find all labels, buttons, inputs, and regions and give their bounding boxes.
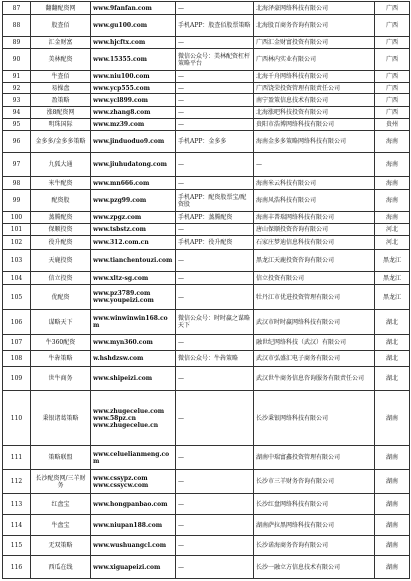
cell-operating-company: 北海千舟网络科技有限公司: [254, 71, 375, 83]
cell-website: www.celuelianmeng.com: [91, 446, 176, 470]
cell-operating-company: 武汉世牛商务信息咨询服务有限责任公司: [254, 367, 375, 391]
cell-app-or-wechat: —: [176, 94, 254, 107]
cell-website: www.pz3789.com www.youpeizi.com: [91, 285, 176, 310]
cell-province: 海南: [375, 131, 410, 153]
table-row: [3, 236, 410, 250]
cell-province: 湖北: [375, 335, 410, 351]
cell-operating-company: 石家庄梦迪信息科技有限公司: [254, 236, 375, 250]
cell-website: www.tianchentouzi.com: [91, 250, 176, 272]
cell-website: www.9fanfan.com: [91, 2, 176, 15]
cell-operating-company: 黑龙江天鹿投资咨询有限公司: [254, 250, 375, 272]
table-row: [3, 71, 410, 83]
cell-operating-company: 海南丰普瑞网络科技有限公司: [254, 212, 375, 224]
cell-number: 109: [3, 367, 31, 391]
cell-platform-name: 世牛商务: [31, 367, 91, 391]
cell-number: 112: [3, 470, 31, 494]
cell-app-or-wechat: —: [176, 2, 254, 15]
cell-website: www.mn666.com: [91, 177, 176, 190]
cell-province: 广西: [375, 71, 410, 83]
cell-province: 黑龙江: [375, 250, 410, 272]
cell-province: 湖南: [375, 446, 410, 470]
cell-website: www.ycp555.com: [91, 83, 176, 94]
table-row: [3, 190, 410, 212]
cell-number: 108: [3, 351, 31, 367]
cell-platform-name: 股查佰: [31, 15, 91, 37]
cell-number: 110: [3, 391, 31, 446]
table-row: [3, 107, 410, 119]
cell-operating-company: 武汉市时时赢网络科技有限公司: [254, 310, 375, 335]
cell-operating-company: 湖南中瑞富鑫投资管理有限公司: [254, 446, 375, 470]
cell-operating-company: 北海涨吧科技投资有限公司: [254, 107, 375, 119]
table-row: [3, 49, 410, 71]
cell-website: www.winwinwin168.com: [91, 310, 176, 335]
cell-website: www.ycl899.com: [91, 94, 176, 107]
cell-province: 河北: [375, 224, 410, 236]
cell-platform-name: 红盘宝: [31, 494, 91, 515]
cell-platform-name: 牛犇策略: [31, 351, 91, 367]
cell-app-or-wechat: 手机APP：股查佰股票策略: [176, 15, 254, 37]
cell-operating-company: 海南风浩科技有限公司: [254, 190, 375, 212]
table-row: [3, 15, 410, 37]
cell-number: 89: [3, 37, 31, 49]
cell-operating-company: 北海泽豪网络科技有限公司: [254, 2, 375, 15]
cell-platform-name: 天鹿投资: [31, 250, 91, 272]
cell-operating-company: 武汉市弘盛汇电子商务有限公司: [254, 351, 375, 367]
cell-number: 92: [3, 83, 31, 94]
cell-app-or-wechat: —: [176, 250, 254, 272]
cell-app-or-wechat: —: [176, 119, 254, 131]
cell-platform-name: 美林配资: [31, 49, 91, 71]
cell-province: 湖北: [375, 367, 410, 391]
cell-operating-company: 信立投资有限公司: [254, 272, 375, 285]
cell-number: 96: [3, 131, 31, 153]
cell-platform-name: 秉银诸葛策略: [31, 391, 91, 446]
cell-operating-company: 湖南萨拉黑网络科技有限公司: [254, 515, 375, 536]
cell-app-or-wechat: —: [176, 367, 254, 391]
cell-number: 103: [3, 250, 31, 272]
cell-number: 116: [3, 556, 31, 579]
cell-number: 111: [3, 446, 31, 470]
cell-operating-company: 广西汇金财富投资有限公司: [254, 37, 375, 49]
cell-app-or-wechat: —: [176, 272, 254, 285]
cell-website: www.pzg99.com: [91, 190, 176, 212]
cell-province: 湖南: [375, 556, 410, 579]
cell-app-or-wechat: 手机APP：金多多: [176, 131, 254, 153]
cell-website: www.zhang8.com: [91, 107, 176, 119]
cell-platform-name: 九狐大通: [31, 153, 91, 177]
cell-province: 湖南: [375, 494, 410, 515]
table-body: [3, 2, 410, 579]
cell-province: 黑龙江: [375, 272, 410, 285]
table-row: [3, 391, 410, 446]
cell-number: 90: [3, 49, 31, 71]
cell-app-or-wechat: —: [176, 153, 254, 177]
cell-platform-name: 蒸腾配资: [31, 212, 91, 224]
cell-province: 河北: [375, 236, 410, 250]
cell-website: www.wushuangcl.com: [91, 536, 176, 556]
cell-number: 93: [3, 94, 31, 107]
cell-app-or-wechat: 手机APP：配资股票宝/配资股: [176, 190, 254, 212]
cell-number: 115: [3, 536, 31, 556]
cell-number: 95: [3, 119, 31, 131]
cell-website: www.myn360.com: [91, 335, 176, 351]
cell-number: 99: [3, 190, 31, 212]
cell-operating-company: 牡丹江市优进投资管理有限公司: [254, 285, 375, 310]
cell-province: 湖北: [375, 351, 410, 367]
table-row: [3, 37, 410, 49]
cell-platform-name: 牛360配资: [31, 335, 91, 351]
cell-province: 广西: [375, 37, 410, 49]
cell-province: 湖南: [375, 470, 410, 494]
cell-number: 100: [3, 212, 31, 224]
cell-website: www.niupan188.com: [91, 515, 176, 536]
cell-operating-company: 广西饶荣投资管理有限责任公司: [254, 83, 375, 94]
table-row: [3, 470, 410, 494]
cell-app-or-wechat: 微信公众号：美林配资杠杆策略平台: [176, 49, 254, 71]
cell-operating-company: 海南米云科技有限公司: [254, 177, 375, 190]
cell-operating-company: 南宁盈策信息技术有限公司: [254, 94, 375, 107]
cell-number: 104: [3, 272, 31, 285]
cell-platform-name: 牛查佰: [31, 71, 91, 83]
cell-app-or-wechat: —: [176, 536, 254, 556]
cell-province: 贵州: [375, 119, 410, 131]
cell-number: 113: [3, 494, 31, 515]
cell-number: 94: [3, 107, 31, 119]
cell-number: 91: [3, 71, 31, 83]
table-row: [3, 119, 410, 131]
cell-platform-name: 牛盘宝: [31, 515, 91, 536]
table-row: [3, 494, 410, 515]
cell-number: 97: [3, 153, 31, 177]
cell-operating-company: 长沙一融立方信息技术有限公司: [254, 556, 375, 579]
cell-platform-name: 明珠国际: [31, 119, 91, 131]
table-row: [3, 153, 410, 177]
cell-province: 广西: [375, 2, 410, 15]
cell-app-or-wechat: 手机APP：役升配资: [176, 236, 254, 250]
cell-province: 海南: [375, 212, 410, 224]
cell-province: 黑龙江: [375, 285, 410, 310]
cell-website: www.312.com.cn: [91, 236, 176, 250]
cell-platform-name: 无双策略: [31, 536, 91, 556]
cell-website: www.gu100.com: [91, 15, 176, 37]
cell-app-or-wechat: —: [176, 71, 254, 83]
cell-platform-name: 保顺投资: [31, 224, 91, 236]
table-row: [3, 131, 410, 153]
table-row: [3, 272, 410, 285]
cell-province: 广西: [375, 15, 410, 37]
cell-platform-name: 优配资: [31, 285, 91, 310]
cell-app-or-wechat: —: [176, 224, 254, 236]
cell-platform-name: 策略联盟: [31, 446, 91, 470]
cell-operating-company: 唐山保顺投资咨询有限公司: [254, 224, 375, 236]
cell-app-or-wechat: 微信公众号：时时赢之谋略天下: [176, 310, 254, 335]
table-row: [3, 224, 410, 236]
cell-number: 105: [3, 285, 31, 310]
registry-table-page: [2, 1, 409, 580]
cell-number: 101: [3, 224, 31, 236]
cell-platform-name: 金多多/金多多策略: [31, 131, 91, 153]
cell-platform-name: 谋略天下: [31, 310, 91, 335]
cell-operating-company: 贵阳市浩博网络科技有限公司: [254, 119, 375, 131]
cell-province: 广西: [375, 94, 410, 107]
cell-app-or-wechat: —: [176, 107, 254, 119]
cell-province: 广西: [375, 49, 410, 71]
cell-province: 湖北: [375, 310, 410, 335]
cell-website: www.hongpanbao.com: [91, 494, 176, 515]
cell-app-or-wechat: —: [176, 177, 254, 190]
cell-website: www.xltz-sg.com: [91, 272, 176, 285]
cell-province: 广西: [375, 83, 410, 94]
table-row: [3, 536, 410, 556]
cell-operating-company: —: [254, 153, 375, 177]
cell-operating-company: 海南金多多策略网络科技有限公司: [254, 131, 375, 153]
cell-website: www.cssypz.com www.cssycw.com: [91, 470, 176, 494]
cell-number: 107: [3, 335, 31, 351]
cell-operating-company: 广西林内实业有限公司: [254, 49, 375, 71]
table-row: [3, 2, 410, 15]
table-row: [3, 83, 410, 94]
cell-province: 湖南: [375, 515, 410, 536]
table-row: [3, 310, 410, 335]
table-row: [3, 212, 410, 224]
table-row: [3, 335, 410, 351]
table-row: [3, 177, 410, 190]
cell-platform-name: 汇金财富: [31, 37, 91, 49]
cell-province: 湖南: [375, 536, 410, 556]
cell-app-or-wechat: —: [176, 494, 254, 515]
cell-province: 广西: [375, 107, 410, 119]
cell-website: www.niu100.com: [91, 71, 176, 83]
cell-app-or-wechat: —: [176, 83, 254, 94]
cell-website: www.mz39.com: [91, 119, 176, 131]
cell-website: www.15355.com: [91, 49, 176, 71]
cell-app-or-wechat: 微信公众号：牛犇策略: [176, 351, 254, 367]
table-row: [3, 285, 410, 310]
cell-website: www.jiuhudatong.com: [91, 153, 176, 177]
cell-app-or-wechat: —: [176, 515, 254, 536]
cell-province: 海南: [375, 177, 410, 190]
cell-platform-name: 米牛配资: [31, 177, 91, 190]
cell-app-or-wechat: —: [176, 37, 254, 49]
cell-operating-company: 长沙市三羊财务咨询有限公司: [254, 470, 375, 494]
cell-website: www.tsbstz.com: [91, 224, 176, 236]
cell-website: www.shipeizi.com: [91, 367, 176, 391]
cell-website: www.zpgz.com: [91, 212, 176, 224]
cell-app-or-wechat: —: [176, 285, 254, 310]
cell-number: 102: [3, 236, 31, 250]
cell-platform-name: 西瓜在线: [31, 556, 91, 579]
cell-province: 海南: [375, 153, 410, 177]
cell-platform-name: 役升配资: [31, 236, 91, 250]
cell-app-or-wechat: —: [176, 446, 254, 470]
cell-number: 87: [3, 2, 31, 15]
platform-registry-table: [2, 1, 410, 579]
cell-platform-name: 信立投资: [31, 272, 91, 285]
table-row: [3, 515, 410, 536]
cell-platform-name: 易操盘: [31, 83, 91, 94]
cell-app-or-wechat: —: [176, 335, 254, 351]
cell-province: 湖南: [375, 391, 410, 446]
cell-app-or-wechat: —: [176, 556, 254, 579]
cell-platform-name: 涨8配资网: [31, 107, 91, 119]
cell-operating-company: 长沙红盘网络科技有限公司: [254, 494, 375, 515]
cell-app-or-wechat: —: [176, 470, 254, 494]
cell-website: www.jinduoduo9.com: [91, 131, 176, 153]
cell-platform-name: 长沙配资网/三羊财务: [31, 470, 91, 494]
cell-number: 106: [3, 310, 31, 335]
cell-platform-name: 翻翻配资网: [31, 2, 91, 15]
cell-number: 98: [3, 177, 31, 190]
cell-number: 114: [3, 515, 31, 536]
cell-website: w.hshdzsw.com: [91, 351, 176, 367]
cell-operating-company: 长沙诺海商务咨询有限公司: [254, 536, 375, 556]
cell-platform-name: 配资股: [31, 190, 91, 212]
cell-operating-company: 融世纪网络科技（武汉）有限公司: [254, 335, 375, 351]
table-row: [3, 367, 410, 391]
cell-operating-company: 长沙秉银网络科技有限公司: [254, 391, 375, 446]
cell-province: 海南: [375, 190, 410, 212]
cell-operating-company: 北海股百商务咨询有限公司: [254, 15, 375, 37]
table-row: [3, 250, 410, 272]
cell-platform-name: 盈策略: [31, 94, 91, 107]
table-row: [3, 446, 410, 470]
cell-app-or-wechat: 手机APP：蒸腾配资: [176, 212, 254, 224]
table-row: [3, 556, 410, 579]
cell-website: www.zhugecelue.com www.58pz.cn www.zhugecelue.cn: [91, 391, 176, 446]
cell-app-or-wechat: —: [176, 391, 254, 446]
cell-website: www.hjcftx.com: [91, 37, 176, 49]
table-row: [3, 94, 410, 107]
table-row: [3, 351, 410, 367]
cell-number: 88: [3, 15, 31, 37]
cell-website: www.xiguapeizi.com: [91, 556, 176, 579]
